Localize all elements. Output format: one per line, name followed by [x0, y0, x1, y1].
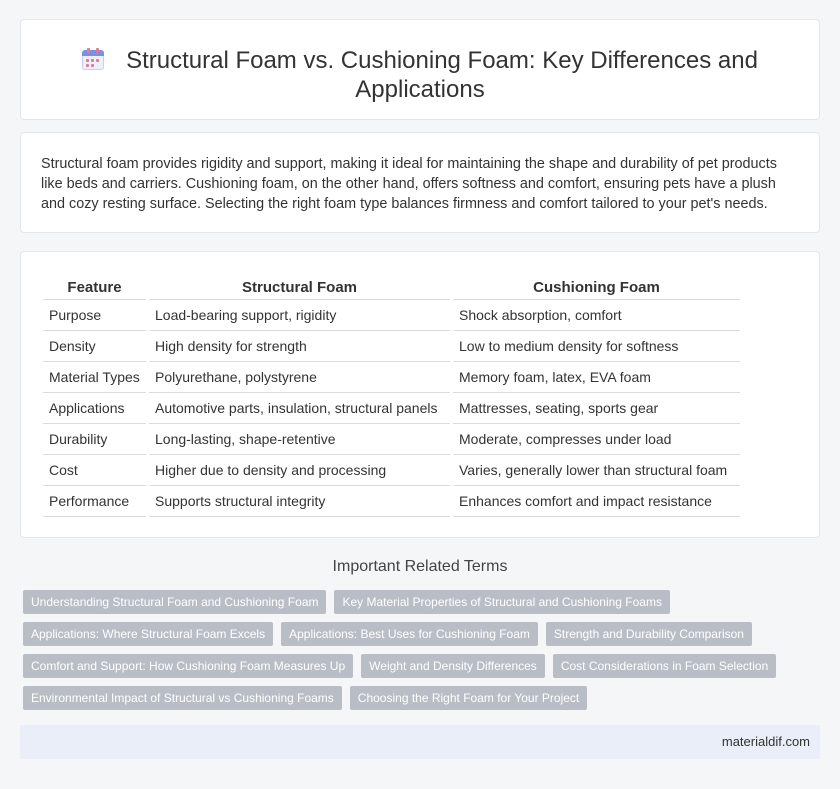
footer-site-link[interactable]: materialdif.com [721, 734, 810, 749]
related-term-tag[interactable]: Weight and Density Differences [361, 654, 545, 678]
related-term-tag[interactable]: Cost Considerations in Foam Selection [553, 654, 776, 678]
row-feature: Cost [43, 455, 146, 486]
row-cushioning: Low to medium density for softness [453, 331, 740, 362]
table-row [43, 393, 740, 424]
row-structural: Supports structural integrity [149, 486, 450, 517]
row-feature: Durability [43, 424, 146, 455]
row-feature: Performance [43, 486, 146, 517]
header-feature: Feature [43, 276, 146, 300]
header-structural-foam: Structural Foam [149, 276, 450, 300]
related-term-tag[interactable]: Applications: Where Structural Foam Excels [23, 622, 273, 646]
comparison-card [20, 251, 820, 538]
row-structural: Load-bearing support, rigidity [149, 300, 450, 331]
row-feature: Material Types [43, 362, 146, 393]
related-term-tag[interactable]: Key Material Properties of Structural and Cushioning Foams [334, 590, 669, 614]
row-cushioning: Memory foam, latex, EVA foam [453, 362, 740, 393]
row-cushioning: Enhances comfort and impact resistance [453, 486, 740, 517]
related-term-tag[interactable]: Strength and Durability Comparison [546, 622, 752, 646]
table-header-row [43, 276, 740, 300]
table-row [43, 300, 740, 331]
row-structural: Higher due to density and processing [149, 455, 450, 486]
related-term-tag[interactable]: Applications: Best Uses for Cushioning Foam [281, 622, 538, 646]
row-cushioning: Varies, generally lower than structural foam [453, 455, 740, 486]
related-term-tag[interactable]: Understanding Structural Foam and Cushioning Foam [23, 590, 326, 614]
related-term-tag[interactable]: Choosing the Right Foam for Your Project [350, 686, 587, 710]
page-title-wrap [61, 46, 779, 104]
row-feature: Density [43, 331, 146, 362]
row-cushioning: Moderate, compresses under load [453, 424, 740, 455]
header-cushioning-foam: Cushioning Foam [453, 276, 740, 300]
row-structural: Long-lasting, shape-retentive [149, 424, 450, 455]
row-feature: Purpose [43, 300, 146, 331]
related-terms-heading: Important Related Terms [332, 558, 508, 575]
table-row [43, 362, 740, 393]
table-row [43, 331, 740, 362]
calendar-icon [82, 48, 104, 70]
table-row [43, 486, 740, 517]
related-terms-list [23, 590, 803, 718]
row-cushioning: Shock absorption, comfort [453, 300, 740, 331]
row-structural: Polyurethane, polystyrene [149, 362, 450, 393]
row-structural: High density for strength [149, 331, 450, 362]
table-row [43, 455, 740, 486]
intro-paragraph: Structural foam provides rigidity and support, making it ideal for maintaining the shape and durability of pet products like beds and carriers. Cushioning foam, on the other hand, offers softness and comfort, ensuring pets have a plush and cozy resting surface. Selecting the right foam type balances firmness and comfort tailored to your pet's needs. [41, 156, 777, 212]
related-term-tag[interactable]: Environmental Impact of Structural vs Cushioning Foams [23, 686, 342, 710]
row-feature: Applications [43, 393, 146, 424]
related-term-tag[interactable]: Comfort and Support: How Cushioning Foam Measures Up [23, 654, 353, 678]
row-structural: Automotive parts, insulation, structural panels [149, 393, 450, 424]
page-title: Structural Foam vs. Cushioning Foam: Key Differences and Applications [126, 47, 758, 103]
table-row [43, 424, 740, 455]
comparison-table [43, 276, 740, 517]
footer-bar [20, 725, 820, 759]
intro-card [20, 132, 820, 233]
header-card [20, 19, 820, 120]
row-cushioning: Mattresses, seating, sports gear [453, 393, 740, 424]
